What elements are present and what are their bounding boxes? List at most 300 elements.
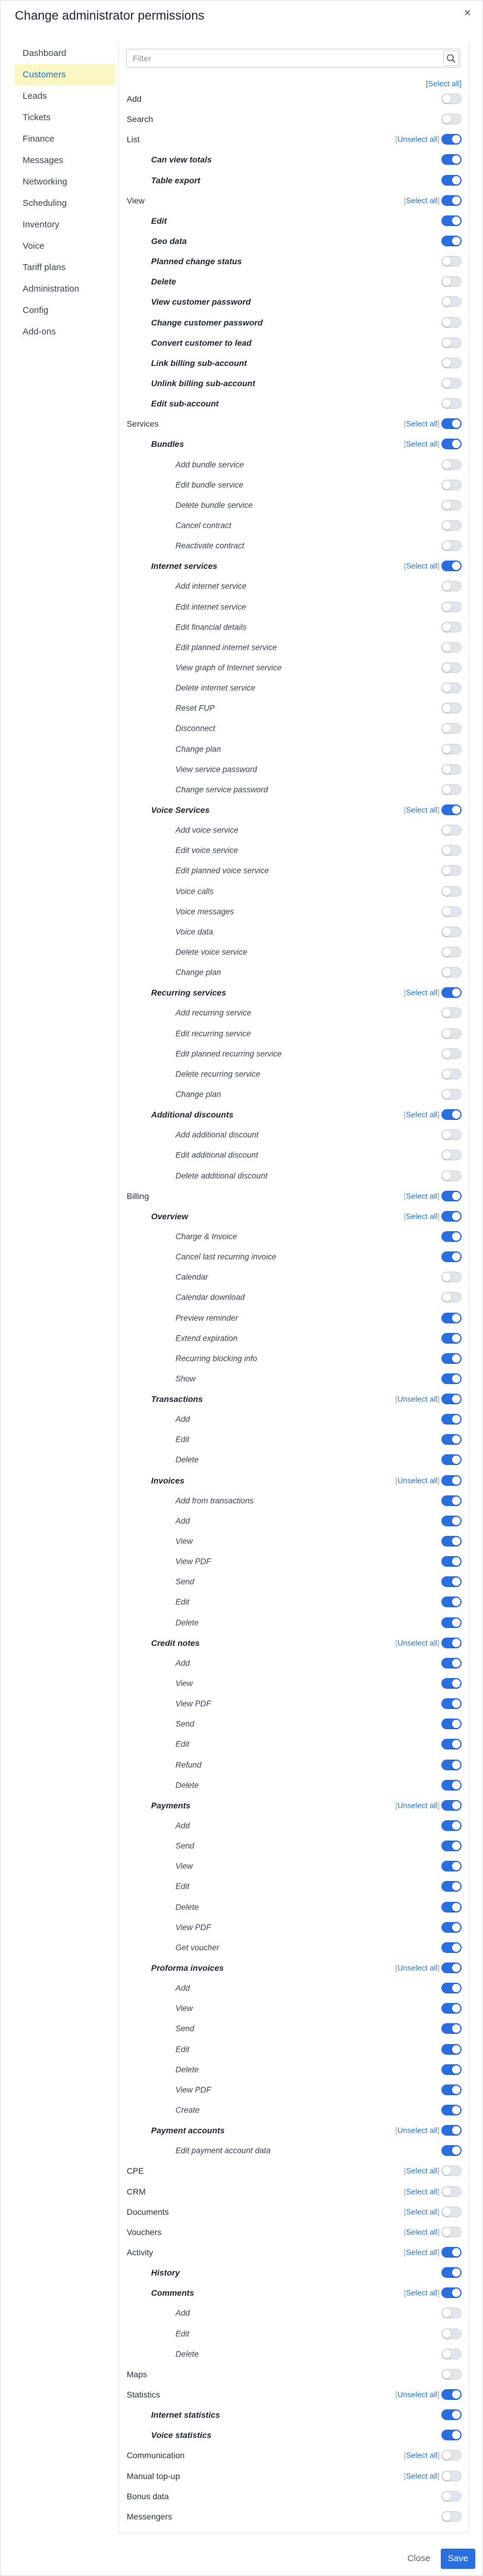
permission-toggle[interactable] (441, 337, 462, 348)
permission-toggle[interactable] (441, 561, 462, 571)
permission-row (119, 1836, 470, 1856)
toggle-knob (443, 724, 451, 733)
permission-toggle[interactable] (441, 967, 462, 978)
link-label[interactable]: Select all (406, 2288, 438, 2298)
toggle-knob (443, 1009, 451, 1017)
toggle-knob (452, 135, 460, 143)
sidebar-item-customers[interactable]: Customers (15, 64, 115, 86)
permission-toggle[interactable] (441, 2491, 462, 2502)
filter-input[interactable] (127, 49, 442, 67)
permission-label: Voice calls (175, 887, 214, 896)
toggle-knob (443, 603, 451, 611)
permission-label: Change service password (175, 785, 268, 794)
permission-toggle[interactable] (441, 662, 462, 673)
permission-toggle[interactable] (441, 175, 462, 186)
link-label[interactable]: Select all (406, 2166, 438, 2176)
link-label[interactable]: Select all (406, 1212, 438, 1221)
permission-toggle[interactable] (441, 195, 462, 206)
permission-toggle[interactable] (441, 642, 462, 653)
sidebar-item-administration[interactable]: Administration (23, 284, 80, 294)
permission-label: View (127, 195, 145, 205)
permission-toggle[interactable] (441, 317, 462, 328)
permission-row (119, 1775, 470, 1795)
toggle-knob (443, 704, 451, 712)
toggle-knob (443, 542, 451, 550)
permission-row (119, 637, 470, 658)
permission-toggle[interactable] (441, 1048, 462, 1059)
link-label[interactable]: Select all (406, 2471, 438, 2481)
link-label[interactable]: Unselect all (397, 1801, 438, 1810)
permission-label: Payment accounts (151, 2126, 225, 2136)
permission-label: Edit (175, 1882, 190, 1891)
permission-toggle[interactable] (441, 683, 462, 693)
toggle-knob (452, 1415, 460, 1423)
permission-toggle[interactable] (441, 602, 462, 612)
permission-toggle[interactable] (441, 378, 462, 389)
permission-row (119, 414, 470, 434)
permission-label: Delete (175, 1618, 199, 1627)
permission-row (119, 149, 470, 170)
permission-row (119, 1714, 470, 1734)
permission-toggle[interactable] (441, 805, 462, 815)
search-icon[interactable] (443, 51, 459, 66)
sidebar-item-tickets[interactable]: Tickets (23, 112, 51, 123)
permission-toggle[interactable] (441, 418, 462, 429)
permission-toggle[interactable] (441, 93, 462, 104)
bracket: ] (437, 2471, 440, 2481)
permission-row (119, 840, 470, 860)
permission-toggle[interactable] (441, 1902, 462, 1913)
permission-toggle[interactable] (441, 1597, 462, 1607)
permission-row (119, 1429, 470, 1450)
link-label[interactable]: Unselect all (397, 2390, 438, 2399)
select-all-link[interactable] (404, 1110, 440, 1119)
unselect-all-link[interactable] (396, 1476, 440, 1485)
permission-toggle[interactable] (441, 1475, 462, 1486)
toggle-knob (443, 765, 451, 774)
permission-row (119, 2181, 470, 2201)
sidebar-item-tariff-plans[interactable]: Tariff plans (23, 262, 66, 273)
permission-toggle[interactable] (441, 1191, 462, 1201)
permission-toggle[interactable] (441, 215, 462, 226)
permission-row (119, 2242, 470, 2262)
permission-toggle[interactable] (441, 1780, 462, 1791)
permission-toggle[interactable] (441, 1983, 462, 1993)
permission-toggle[interactable] (441, 1272, 462, 1282)
permission-toggle[interactable] (441, 296, 462, 307)
permission-toggle[interactable] (441, 276, 462, 287)
permission-toggle[interactable] (441, 1820, 462, 1831)
permission-toggle[interactable] (441, 1394, 462, 1404)
permission-toggle[interactable] (441, 1211, 462, 1222)
select-all-link[interactable] (404, 562, 440, 571)
permission-toggle[interactable] (441, 2125, 462, 2136)
toggle-knob (452, 1192, 460, 1200)
permission-toggle[interactable] (441, 1353, 462, 1364)
permission-row (119, 1389, 470, 1409)
permission-toggle[interactable] (441, 622, 462, 633)
permission-toggle[interactable] (441, 2430, 462, 2440)
permission-toggle[interactable] (441, 1658, 462, 1669)
sidebar-item-inventory[interactable]: Inventory (23, 220, 59, 230)
permission-label: Vouchers (127, 2227, 162, 2237)
link-label[interactable]: Select all (406, 439, 438, 449)
permission-toggle[interactable] (441, 1678, 462, 1689)
permission-toggle[interactable] (441, 1495, 462, 1506)
unselect-all-link[interactable] (396, 1395, 440, 1404)
select-all-link[interactable] (404, 1191, 440, 1200)
permission-toggle[interactable] (441, 256, 462, 267)
permission-toggle[interactable] (441, 1638, 462, 1648)
permission-row (119, 1633, 470, 1653)
permission-label: Bonus data (127, 2491, 169, 2501)
bracket: [ (404, 196, 406, 205)
close-button[interactable]: Close (407, 2553, 431, 2564)
toggle-knob (443, 887, 451, 896)
permission-toggle[interactable] (441, 987, 462, 998)
permission-row (119, 2506, 470, 2527)
toggle-knob (443, 1050, 451, 1058)
sidebar-item-scheduling[interactable]: Scheduling (23, 198, 67, 208)
select-all-link[interactable] (404, 2167, 440, 2176)
permission-toggle[interactable] (441, 1556, 462, 1567)
unselect-all-link[interactable] (396, 2126, 440, 2135)
permission-toggle[interactable] (441, 2328, 462, 2339)
permission-toggle[interactable] (441, 2186, 462, 2197)
link-label[interactable]: Select all (406, 2187, 438, 2196)
permission-toggle[interactable] (441, 2369, 462, 2380)
permission-row (119, 2100, 470, 2120)
permission-row (119, 2039, 470, 2059)
bracket: ] (437, 2390, 440, 2399)
permission-toggle[interactable] (441, 1313, 462, 1323)
toggle-knob (452, 1699, 460, 1708)
permission-toggle[interactable] (441, 1007, 462, 1018)
bracket: ] (437, 2227, 440, 2237)
select-all-link[interactable] (404, 2289, 440, 2298)
permission-row (119, 1551, 470, 1572)
permission-toggle[interactable] (441, 1576, 462, 1587)
sidebar-item-networking[interactable]: Networking (23, 177, 68, 187)
permission-toggle[interactable] (441, 1861, 462, 1871)
permission-toggle[interactable] (441, 2084, 462, 2095)
sidebar-item-voice[interactable]: Voice (23, 241, 45, 251)
toggle-knob (443, 745, 451, 753)
permission-row (119, 1023, 470, 1043)
permission-row (119, 434, 470, 454)
link-label[interactable]: Unselect all (397, 1638, 438, 1648)
permission-toggle[interactable] (441, 114, 462, 124)
permission-label: Add additional discount (175, 1130, 259, 1140)
select-all-link[interactable] (404, 196, 440, 205)
permission-toggle[interactable] (441, 2105, 462, 2115)
permission-toggle[interactable] (441, 845, 462, 856)
permission-label: Services (127, 419, 159, 429)
permission-toggle[interactable] (441, 1922, 462, 1933)
permission-toggle[interactable] (441, 1231, 462, 1242)
link-label[interactable]: Unselect all (397, 1476, 438, 1485)
permission-toggle[interactable] (441, 2511, 462, 2522)
toggle-knob (443, 2167, 451, 2175)
permission-toggle[interactable] (441, 1739, 462, 1749)
permission-toggle[interactable] (441, 2471, 462, 2481)
close-icon[interactable]: × (464, 7, 471, 20)
permission-toggle[interactable] (441, 2227, 462, 2237)
permission-toggle[interactable] (441, 1414, 462, 1425)
link-label[interactable]: Select all (406, 1191, 438, 1201)
permission-label: Send (175, 1719, 195, 1729)
link-label[interactable]: Select all (406, 2450, 438, 2460)
permission-label: View service password (175, 765, 258, 774)
toggle-knob (452, 1354, 460, 1363)
permission-row (119, 1369, 470, 1389)
link-label[interactable]: Select all (406, 2207, 438, 2217)
permission-toggle[interactable] (441, 1698, 462, 1709)
select-all-link[interactable] (404, 1212, 440, 1220)
permission-toggle[interactable] (441, 1942, 462, 1953)
select-all-link[interactable] (404, 805, 440, 814)
permission-row (119, 942, 470, 962)
link-label[interactable]: Unselect all (397, 1963, 438, 1973)
link-label[interactable]: Select all (406, 2248, 438, 2257)
permission-toggle[interactable] (441, 1800, 462, 1811)
permission-toggle[interactable] (441, 2044, 462, 2055)
permission-toggle[interactable] (441, 1719, 462, 1729)
link-label[interactable]: Select all (406, 988, 438, 997)
permission-toggle[interactable] (441, 2003, 462, 2014)
toggle-knob (443, 623, 451, 631)
permission-toggle[interactable] (441, 2145, 462, 2156)
permission-toggle[interactable] (441, 480, 462, 490)
bracket: [ (395, 1394, 398, 1404)
permission-row (119, 1186, 470, 1206)
sidebar-item-config[interactable]: Config (23, 305, 49, 315)
permission-label: Billing (127, 1191, 149, 1201)
link-label[interactable]: Unselect all (397, 1394, 438, 1404)
permission-row (119, 2364, 470, 2384)
permission-row (119, 1104, 470, 1125)
permission-label: Statistics (127, 2389, 161, 2399)
permission-row (119, 1409, 470, 1429)
permission-toggle[interactable] (441, 906, 462, 917)
permission-toggle[interactable] (441, 2206, 462, 2217)
permission-toggle[interactable] (441, 1841, 462, 1851)
permission-toggle[interactable] (441, 2349, 462, 2359)
toggle-knob (443, 866, 451, 875)
permission-row (119, 556, 470, 576)
permission-toggle[interactable] (441, 764, 462, 775)
permission-toggle[interactable] (441, 1292, 462, 1303)
permission-toggle[interactable] (441, 500, 462, 511)
toggle-knob (443, 2208, 451, 2216)
permission-toggle[interactable] (441, 1069, 462, 1079)
permission-toggle[interactable] (441, 886, 462, 897)
bracket: ] (437, 2126, 440, 2135)
permission-label: Calendar download (175, 1292, 245, 1302)
permission-label: View (175, 2004, 193, 2013)
permission-label: Edit sub-account (151, 399, 219, 409)
permission-row (119, 1978, 470, 1998)
select-all-label[interactable]: Select all (428, 79, 460, 88)
permission-toggle[interactable] (441, 398, 462, 409)
permission-toggle[interactable] (441, 1129, 462, 1140)
bracket: [ (404, 2207, 406, 2217)
unselect-all-link[interactable] (396, 1964, 440, 1973)
permission-toggle[interactable] (441, 2409, 462, 2420)
permission-toggle[interactable] (441, 2165, 462, 2176)
sidebar (15, 43, 115, 343)
toggle-knob (452, 1476, 460, 1485)
permission-toggle[interactable] (441, 581, 462, 591)
toggle-knob (443, 968, 451, 976)
permission-toggle[interactable] (441, 1617, 462, 1628)
permission-toggle[interactable] (441, 2287, 462, 2298)
link-label[interactable]: Select all (406, 419, 438, 428)
permission-toggle[interactable] (441, 2247, 462, 2258)
permission-toggle[interactable] (441, 1150, 462, 1160)
permission-toggle[interactable] (441, 723, 462, 734)
permission-toggle[interactable] (441, 1434, 462, 1445)
permission-label: Maps (127, 2369, 148, 2379)
permission-toggle[interactable] (441, 2450, 462, 2461)
permission-toggle[interactable] (441, 2308, 462, 2318)
link-label[interactable]: Select all (406, 2227, 438, 2237)
permission-toggle[interactable] (441, 134, 462, 145)
toggle-knob (443, 2512, 451, 2521)
permission-toggle[interactable] (441, 1251, 462, 1262)
permission-toggle[interactable] (441, 947, 462, 957)
bracket: ] (437, 2187, 440, 2196)
permission-toggle[interactable] (441, 459, 462, 470)
select-all-link[interactable] (404, 2471, 440, 2480)
permission-label: Add (175, 1414, 190, 1424)
bracket: [ (404, 2227, 406, 2237)
permission-toggle[interactable] (441, 2267, 462, 2278)
permission-toggle[interactable] (441, 927, 462, 937)
unselect-all-link[interactable] (396, 1801, 440, 1810)
select-all-link[interactable] (404, 2248, 440, 2256)
permission-toggle[interactable] (441, 1760, 462, 1770)
link-label[interactable]: Select all (406, 196, 438, 205)
permission-toggle[interactable] (441, 1333, 462, 1344)
permission-row (119, 1795, 470, 1816)
select-all-link[interactable]: [Select all] (426, 79, 462, 88)
sidebar-item-dashboard[interactable]: Dashboard (23, 48, 67, 58)
link-label[interactable]: Select all (406, 805, 438, 815)
toggle-knob (452, 988, 460, 997)
toggle-knob (443, 2492, 451, 2500)
unselect-all-link[interactable] (396, 1638, 440, 1647)
permission-toggle[interactable] (441, 1089, 462, 1100)
permission-toggle[interactable] (441, 1881, 462, 1892)
permission-toggle[interactable] (441, 1516, 462, 1526)
permission-toggle[interactable] (441, 1170, 462, 1181)
bracket: [ (404, 2166, 406, 2176)
toggle-knob (443, 257, 451, 265)
permission-toggle[interactable] (441, 439, 462, 449)
permission-label: Messengers (127, 2511, 172, 2521)
permission-toggle[interactable] (441, 1536, 462, 1547)
permission-toggle[interactable] (441, 744, 462, 755)
select-all-link[interactable] (404, 2451, 440, 2460)
link-label[interactable]: Unselect all (397, 134, 438, 144)
permission-row (119, 780, 470, 800)
select-all-link[interactable] (404, 440, 440, 449)
toggle-knob (443, 359, 451, 367)
sidebar-item-messages[interactable]: Messages (23, 155, 64, 165)
permission-toggle[interactable] (441, 520, 462, 531)
toggle-knob (443, 461, 451, 469)
sidebar-item-add-ons[interactable]: Add-ons (23, 327, 56, 337)
permission-row (119, 2140, 470, 2161)
permission-toggle[interactable] (441, 540, 462, 551)
save-button[interactable]: Save (441, 2549, 475, 2569)
permission-row (119, 2344, 470, 2364)
permission-toggle[interactable] (441, 1962, 462, 1973)
permission-toggle[interactable] (441, 703, 462, 713)
permission-toggle[interactable] (441, 358, 462, 368)
toggle-knob (443, 2187, 451, 2196)
select-all-link[interactable] (404, 2187, 440, 2196)
bracket: ] (437, 439, 440, 449)
toggle-knob (452, 1314, 460, 1322)
permission-row (119, 1165, 470, 1185)
permission-row (119, 2283, 470, 2303)
toggle-knob (443, 1029, 451, 1038)
select-all-link[interactable] (404, 988, 440, 997)
toggle-knob (443, 298, 451, 306)
link-label[interactable]: Select all (406, 1110, 438, 1119)
dialog-title: Change administrator permissions (15, 9, 205, 23)
toggle-knob (452, 1435, 460, 1444)
permission-toggle[interactable] (441, 236, 462, 246)
permission-toggle[interactable] (441, 1028, 462, 1039)
select-all-link[interactable] (404, 420, 440, 428)
link-label[interactable]: Select all (406, 561, 438, 571)
permission-label: Edit (175, 1739, 190, 1749)
permission-row (119, 475, 470, 495)
permission-label: Change plan (175, 968, 221, 977)
permission-row (119, 1491, 470, 1511)
permission-toggle[interactable] (441, 825, 462, 835)
sidebar-item-leads[interactable]: Leads (23, 91, 47, 101)
toggle-knob (452, 1740, 460, 1748)
permission-label: Bundles (151, 439, 184, 449)
permission-row (119, 1125, 470, 1145)
permission-toggle[interactable] (441, 2389, 462, 2400)
permission-label: Reactivate contract (175, 541, 244, 550)
permission-row (119, 1287, 470, 1307)
permission-label: Change plan (175, 744, 221, 754)
permission-toggle[interactable] (441, 154, 462, 165)
permission-toggle[interactable] (441, 2023, 462, 2034)
select-all-link[interactable] (404, 2207, 440, 2216)
select-all-link[interactable] (404, 2227, 440, 2236)
link-label[interactable]: Unselect all (397, 2126, 438, 2135)
sidebar-item-finance[interactable]: Finance (23, 134, 55, 144)
permission-row (119, 2161, 470, 2181)
toggle-knob (443, 1293, 451, 1301)
permission-toggle[interactable] (441, 2064, 462, 2075)
permission-toggle[interactable] (441, 784, 462, 795)
permission-toggle[interactable] (441, 1109, 462, 1120)
permission-label: Edit additional discount (175, 1150, 258, 1160)
unselect-all-link[interactable] (396, 2390, 440, 2399)
permission-toggle[interactable] (441, 1454, 462, 1465)
unselect-all-link[interactable] (396, 135, 440, 144)
permission-toggle[interactable] (441, 1373, 462, 1384)
permission-toggle[interactable] (441, 865, 462, 876)
